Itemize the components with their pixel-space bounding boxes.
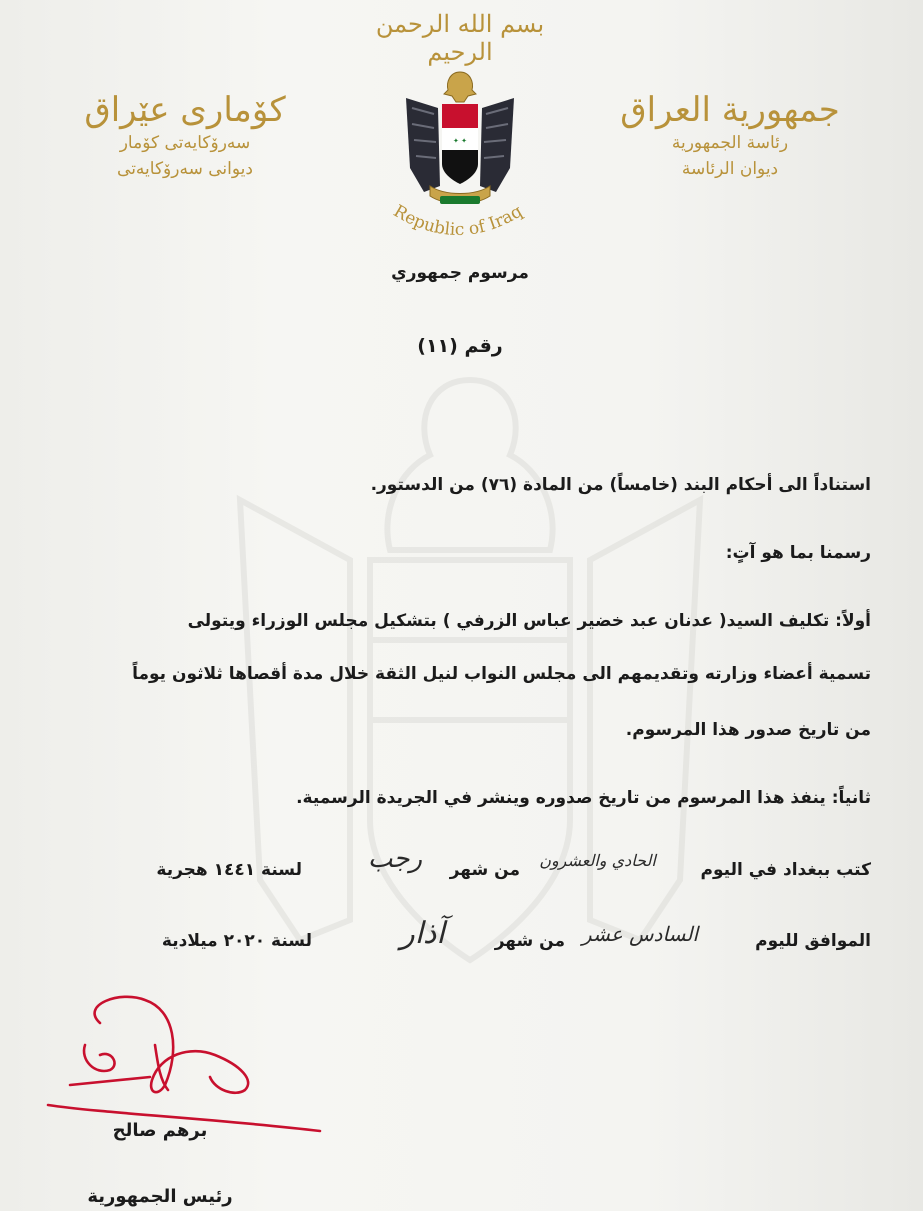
- preamble-text: استناداً الى أحكام البند (خامساً) من المادة (٧٦) من الدستور.: [370, 475, 871, 495]
- article-first-line1: أولاً: تكليف السيد( عدنان عبد خضير عباس الزرفي ) بتشكيل مجلس الوزراء ويتولى: [187, 611, 871, 631]
- header-kurdish-block: [55, 90, 315, 182]
- header-kurdish-line2: سەرۆکایەتی کۆمار: [119, 133, 251, 153]
- svg-text:✦ ✦: ✦ ✦: [453, 137, 467, 145]
- header-arabic-line3: ديوان الرئاسة: [681, 159, 779, 179]
- decreed-text: رسمنا بما هو آتٍ:: [725, 543, 871, 563]
- corr-year: لسنة ٢٠٢٠ ميلادية: [161, 931, 312, 951]
- header-kurdish-line3: دیوانی سەرۆکایەتی: [117, 159, 253, 179]
- republic-of-iraq-caption: [368, 196, 548, 256]
- president-signature-icon: [40, 985, 330, 1135]
- written-prefix: كتب ببغداد في اليوم: [700, 860, 871, 880]
- header-kurdish-line1: كۆماری عێراق: [84, 90, 286, 130]
- corr-day-handwritten: السادس عشر: [581, 922, 699, 946]
- article-second: ثانياً: ينفذ هذا المرسوم من تاريخ صدوره وينشر في الجريدة الرسمية.: [296, 788, 871, 808]
- svg-text:Republic of Iraq: Republic of Iraq: [389, 201, 527, 241]
- written-month-label: من شهر: [449, 860, 520, 880]
- article-first-line3: من تاريخ صدور هذا المرسوم.: [625, 720, 871, 740]
- basmala: بسم الله الرحمن الرحيم: [375, 10, 545, 66]
- written-day-handwritten: الحادي والعشرون: [539, 851, 656, 870]
- signatory-name: برهم صالح: [112, 1120, 208, 1141]
- header-arabic-line1: جمهورية العراق: [620, 90, 840, 130]
- article-first-line2: تسمية أعضاء وزارته وتقديمهم الى مجلس النواب لنيل الثقة خلال مدة أقصاها ثلاثون يوماً: [132, 664, 871, 684]
- corr-month-label: من شهر: [494, 931, 565, 951]
- decree-title: مرسوم جمهوري: [391, 263, 529, 283]
- corr-month-handwritten: آذار: [400, 916, 445, 951]
- written-year: لسنة ١٤٤١ هجرية: [156, 860, 302, 880]
- signatory-title: رئيس الجمهورية: [87, 1186, 233, 1207]
- header-arabic-line2: رئاسة الجمهورية: [671, 133, 789, 153]
- corr-prefix: الموافق لليوم: [755, 931, 871, 951]
- header-arabic-block: [600, 90, 860, 182]
- decree-number: رقم (١١): [417, 335, 503, 357]
- written-month-handwritten: رجب: [367, 844, 423, 874]
